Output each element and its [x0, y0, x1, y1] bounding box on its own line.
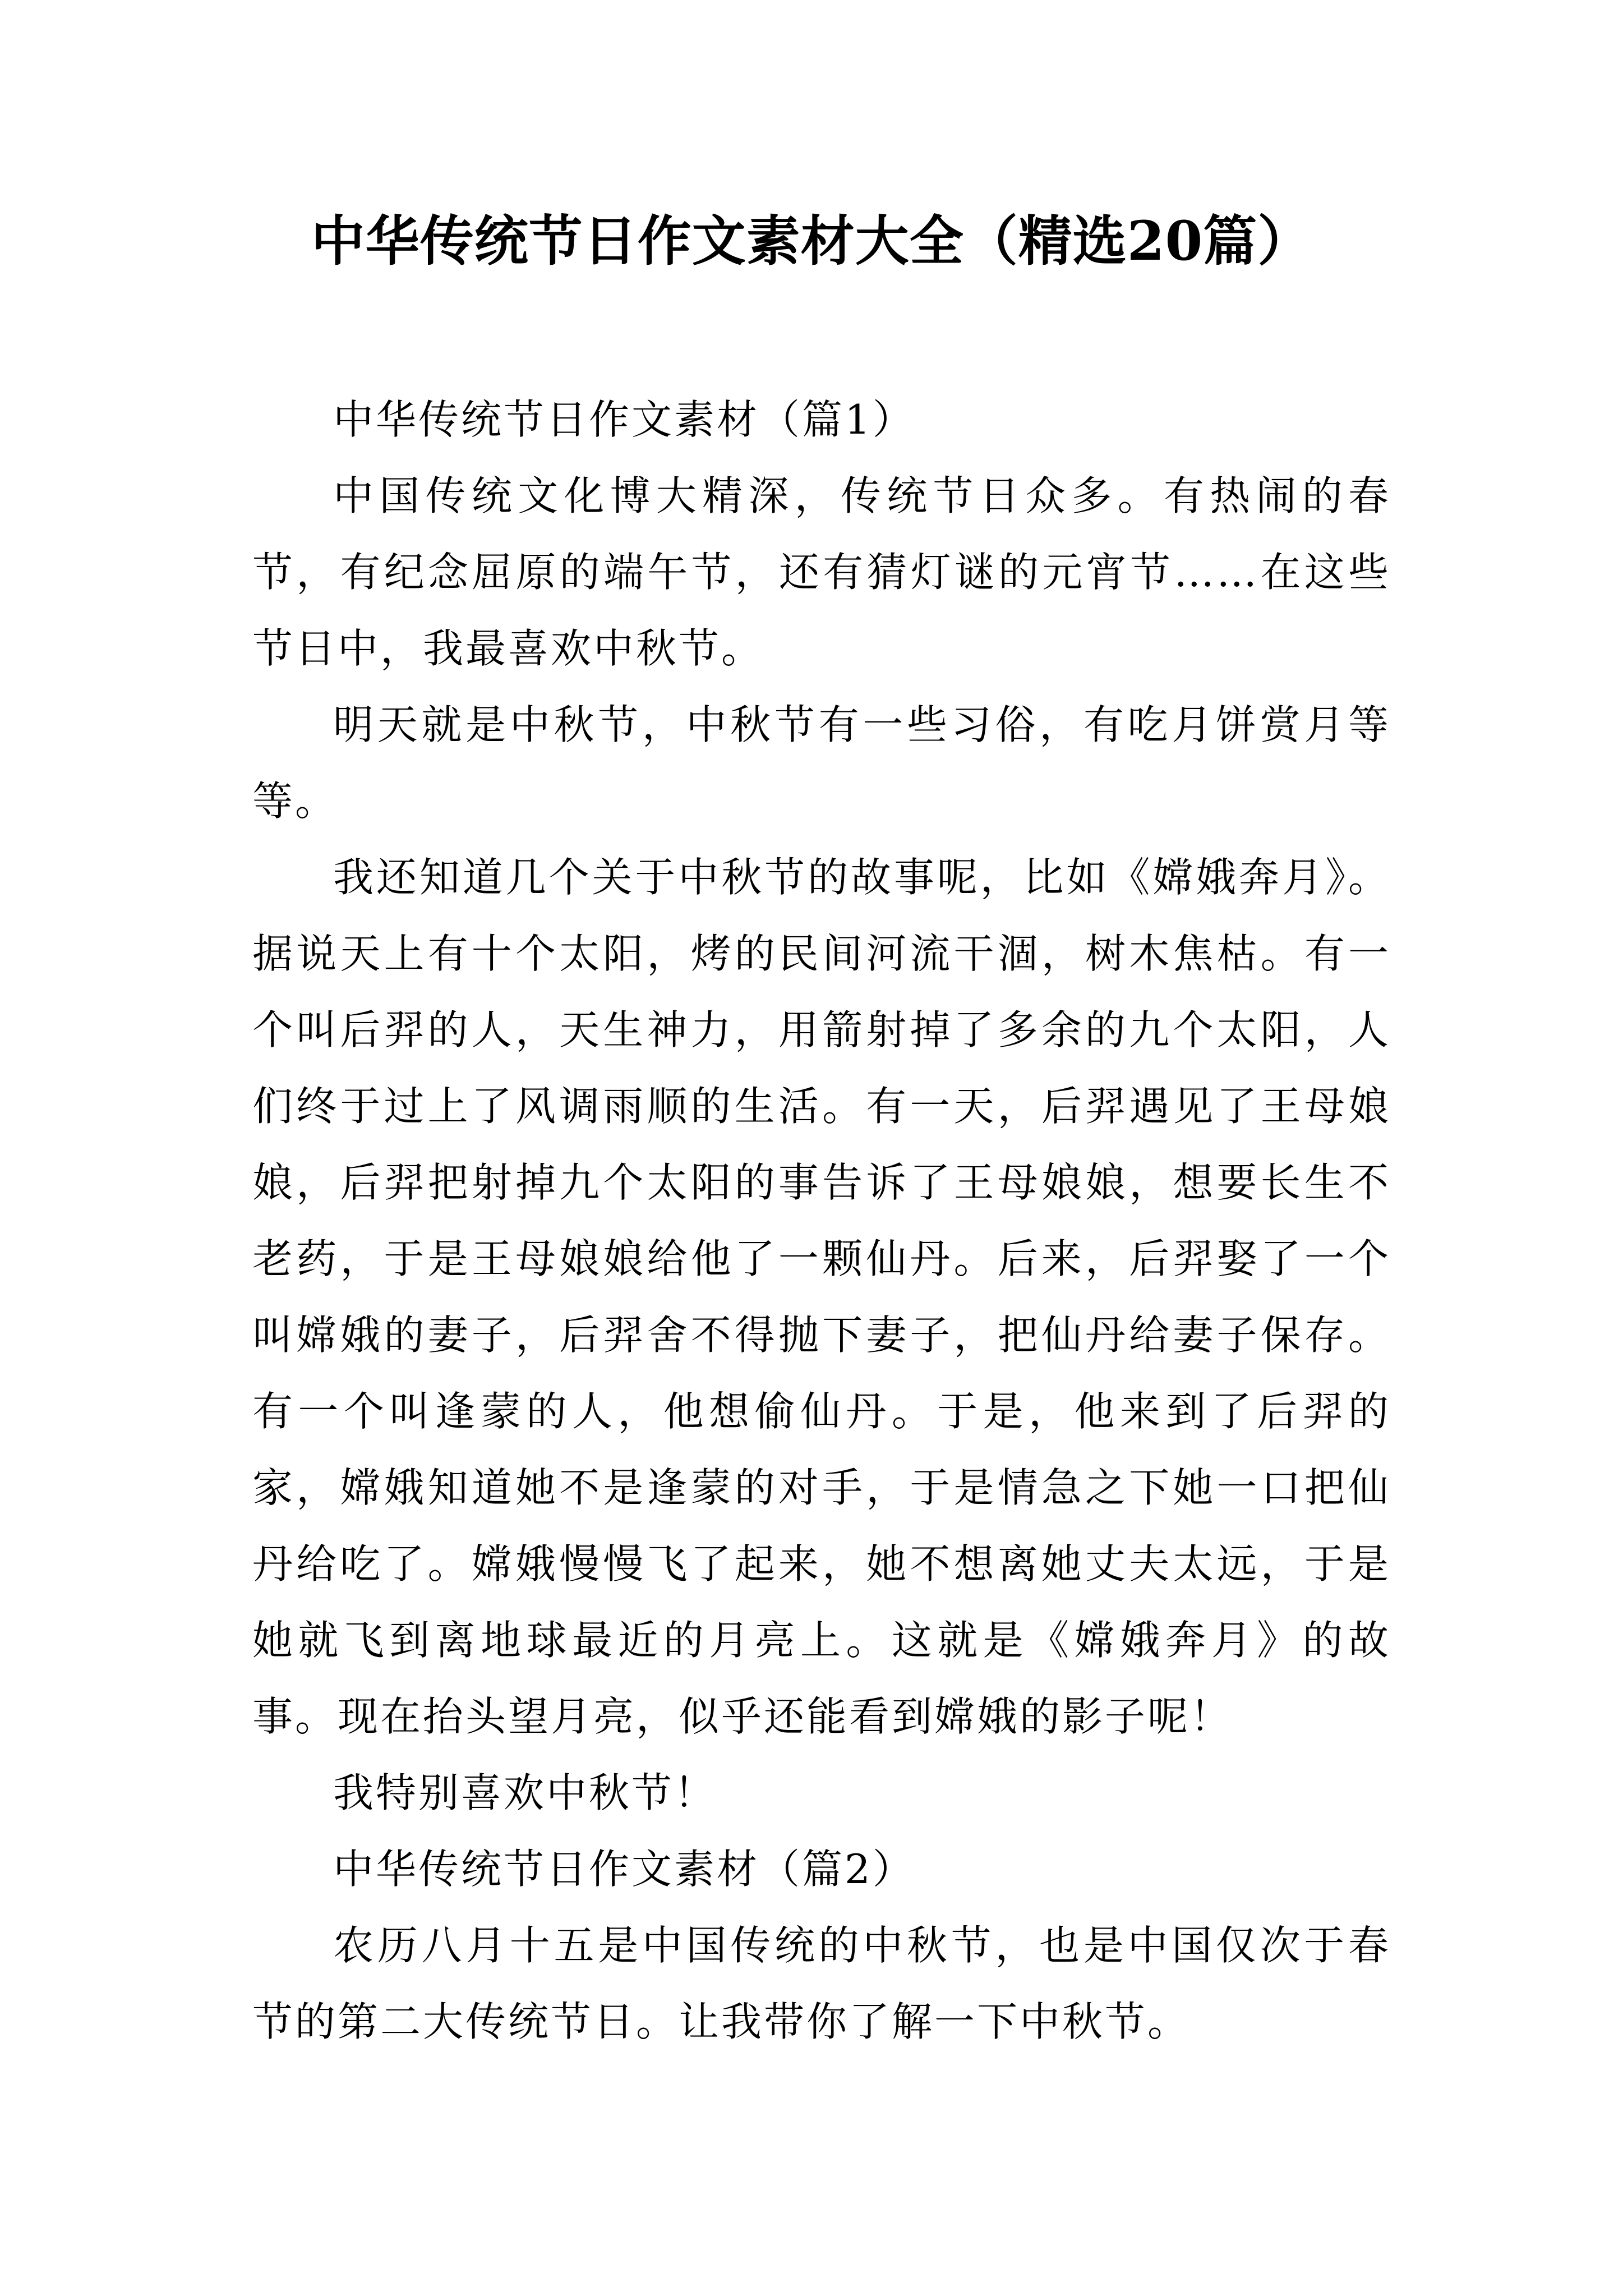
document-body	[252, 381, 1391, 2060]
paragraph-story: 我还知道几个关于中秋节的故事呢，比如《嫦娥奔月》。据说天上有十个太阳，烤的民间河流干涸，树木焦枯。有一个叫后羿的人，天生神力，用箭射掉了多余的九个太阳，人们终于过上了风调雨顺的生活。有一天，后羿遇见了王母娘娘，后羿把射掉九个太阳的事告诉了王母娘娘，想要长生不老药，于是王母娘娘给他了一颗仙丹。后来，后羿娶了一个叫嫦娥的妻子，后羿舍不得抛下妻子，把仙丹给妻子保存。有一个叫逢蒙的人，他想偷仙丹。于是，他来到了后羿的家，嫦娥知道她不是逢蒙的对手，于是情急之下她一口把仙丹给吃了。嫦娥慢慢飞了起来，她不想离她丈夫太远，于是她就飞到离地球最近的月亮上。这就是《嫦娥奔月》的故事。现在抬头望月亮，似乎还能看到嫦娥的影子呢！	[252, 854, 1391, 1740]
section-heading-2: 中华传统节日作文素材（篇2）	[333, 1846, 915, 1893]
paragraph-section2-intro: 农历八月十五是中国传统的中秋节，也是中国仅次于春节的第二大传统节日。让我带你了解一下中秋节。	[252, 1922, 1391, 2045]
paragraph-customs: 明天就是中秋节，中秋节有一些习俗，有吃月饼赏月等等。	[252, 701, 1391, 825]
paragraph-intro: 中国传统文化博大精深，传统节日众多。有热闹的春节，有纪念屈原的端午节，还有猜灯谜的元宵节……在这些节日中，我最喜欢中秋节。	[252, 472, 1391, 672]
paragraph-conclusion: 我特别喜欢中秋节！	[333, 1769, 717, 1816]
document-title: 中华传统节日作文素材大全（精选20篇）	[311, 209, 1312, 273]
section-heading-1: 中华传统节日作文素材（篇1）	[333, 396, 915, 443]
